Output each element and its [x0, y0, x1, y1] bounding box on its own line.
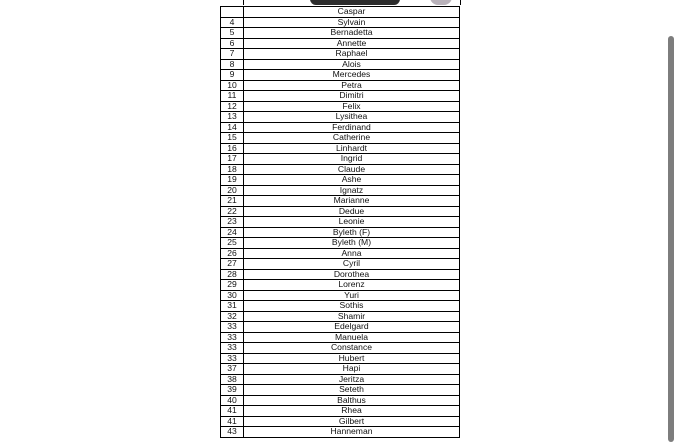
table-row — [221, 206, 460, 217]
table-row — [221, 217, 460, 228]
rank-number-cell: 4 — [221, 17, 244, 28]
rank-number-cell: 14 — [221, 122, 244, 133]
rank-number-cell: 41 — [221, 406, 244, 417]
rank-number-cell: 11 — [221, 91, 244, 102]
table-row — [221, 353, 460, 364]
character-name-cell: Ingrid — [244, 154, 460, 165]
table-row — [221, 112, 460, 123]
rank-number-cell: 10 — [221, 80, 244, 91]
rank-number-cell: 31 — [221, 301, 244, 312]
character-name-cell: Byleth (F) — [244, 227, 460, 238]
rank-number-cell: 17 — [221, 154, 244, 165]
table-row — [221, 7, 460, 18]
character-name-cell: Ferdinand — [244, 122, 460, 133]
rank-number-cell: 26 — [221, 248, 244, 259]
character-name-cell: Petra — [244, 80, 460, 91]
character-name-cell: Bernadetta — [244, 28, 460, 39]
rank-number-cell: 43 — [221, 427, 244, 438]
vertical-scrollbar-thumb[interactable] — [668, 36, 674, 442]
ranking-table-body — [221, 7, 460, 438]
table-row — [221, 28, 460, 39]
character-name-cell: Raphael — [244, 49, 460, 60]
table-row — [221, 49, 460, 60]
character-name-cell: Sylvain — [244, 17, 460, 28]
rank-number-cell: 6 — [221, 38, 244, 49]
character-name-cell: Manuela — [244, 332, 460, 343]
rank-number-cell: 22 — [221, 206, 244, 217]
table-row — [221, 322, 460, 333]
table-row — [221, 311, 460, 322]
table-row — [221, 280, 460, 291]
rank-number-cell: 41 — [221, 416, 244, 427]
character-name-cell: Dorothea — [244, 269, 460, 280]
rank-number-cell: 21 — [221, 196, 244, 207]
character-name-cell: Annette — [244, 38, 460, 49]
table-row — [221, 38, 460, 49]
rank-number-cell: 16 — [221, 143, 244, 154]
character-name-cell: Byleth (M) — [244, 238, 460, 249]
table-row — [221, 343, 460, 354]
rank-number-cell: 33 — [221, 332, 244, 343]
table-row — [221, 332, 460, 343]
table-row — [221, 164, 460, 175]
character-name-cell: Hubert — [244, 353, 460, 364]
table-row — [221, 17, 460, 28]
character-name-cell: Sothis — [244, 301, 460, 312]
rank-number-cell: 8 — [221, 59, 244, 70]
character-name-cell: Yuri — [244, 290, 460, 301]
rank-number-cell: 25 — [221, 238, 244, 249]
rank-number-cell: 20 — [221, 185, 244, 196]
character-name-cell: Caspar — [244, 7, 460, 18]
table-row — [221, 364, 460, 375]
character-name-cell: Anna — [244, 248, 460, 259]
rank-number-cell: 13 — [221, 112, 244, 123]
rank-number-cell: 29 — [221, 280, 244, 291]
rank-number-cell: 32 — [221, 311, 244, 322]
character-name-cell: Felix — [244, 101, 460, 112]
table-row — [221, 269, 460, 280]
character-name-cell: Constance — [244, 343, 460, 354]
character-name-cell: Leonie — [244, 217, 460, 228]
table-row — [221, 154, 460, 165]
rank-number-cell: 9 — [221, 70, 244, 81]
rank-number-cell: 27 — [221, 259, 244, 270]
table-row — [221, 227, 460, 238]
table-row — [221, 133, 460, 144]
character-name-cell: Hanneman — [244, 427, 460, 438]
table-row — [221, 70, 460, 81]
table-row — [221, 374, 460, 385]
rank-number-cell: 39 — [221, 385, 244, 396]
character-name-cell: Lysithea — [244, 112, 460, 123]
character-name-cell: Catherine — [244, 133, 460, 144]
rank-number-cell: 33 — [221, 353, 244, 364]
table-row — [221, 301, 460, 312]
rank-number-cell: 15 — [221, 133, 244, 144]
rank-number-cell: 19 — [221, 175, 244, 186]
rank-number-cell: 24 — [221, 227, 244, 238]
table-row — [221, 385, 460, 396]
table-row — [221, 290, 460, 301]
character-name-cell: Lorenz — [244, 280, 460, 291]
table-row — [221, 101, 460, 112]
table-row — [221, 80, 460, 91]
character-name-cell: Alois — [244, 59, 460, 70]
character-name-cell: Marianne — [244, 196, 460, 207]
character-name-cell: Ignatz — [244, 185, 460, 196]
rank-number-cell: 12 — [221, 101, 244, 112]
character-name-cell: Cyril — [244, 259, 460, 270]
rank-number-cell: 23 — [221, 217, 244, 228]
character-name-cell: Shamir — [244, 311, 460, 322]
table-row — [221, 395, 460, 406]
table-row — [221, 59, 460, 70]
table-row — [221, 248, 460, 259]
character-name-cell: Rhea — [244, 406, 460, 417]
rank-number-cell — [221, 7, 244, 18]
table-row — [221, 406, 460, 417]
rank-number-cell: 40 — [221, 395, 244, 406]
rank-number-cell: 7 — [221, 49, 244, 60]
character-name-cell: Hapi — [244, 364, 460, 375]
character-name-cell: Claude — [244, 164, 460, 175]
table-row — [221, 196, 460, 207]
table-row — [221, 143, 460, 154]
table-row — [221, 259, 460, 270]
rank-number-cell: 33 — [221, 322, 244, 333]
ranking-table — [220, 6, 460, 438]
rank-number-cell: 37 — [221, 364, 244, 375]
table-row — [221, 416, 460, 427]
character-name-cell: Dimitri — [244, 91, 460, 102]
character-name-cell: Seteth — [244, 385, 460, 396]
character-name-cell: Dedue — [244, 206, 460, 217]
rank-number-cell: 18 — [221, 164, 244, 175]
rank-number-cell: 28 — [221, 269, 244, 280]
table-row — [221, 175, 460, 186]
character-name-cell: Jeritza — [244, 374, 460, 385]
rank-number-cell: 33 — [221, 343, 244, 354]
table-row — [221, 91, 460, 102]
character-name-cell: Ashe — [244, 175, 460, 186]
table-row — [221, 238, 460, 249]
character-name-cell: Mercedes — [244, 70, 460, 81]
table-row — [221, 185, 460, 196]
portrait-image — [310, 0, 400, 5]
character-name-cell: Gilbert — [244, 416, 460, 427]
rank-number-cell: 5 — [221, 28, 244, 39]
character-name-cell: Balthus — [244, 395, 460, 406]
character-name-cell: Linhardt — [244, 143, 460, 154]
rank-number-cell: 38 — [221, 374, 244, 385]
table-row — [221, 122, 460, 133]
character-name-cell: Edelgard — [244, 322, 460, 333]
rank-number-cell: 30 — [221, 290, 244, 301]
table-row — [221, 427, 460, 438]
